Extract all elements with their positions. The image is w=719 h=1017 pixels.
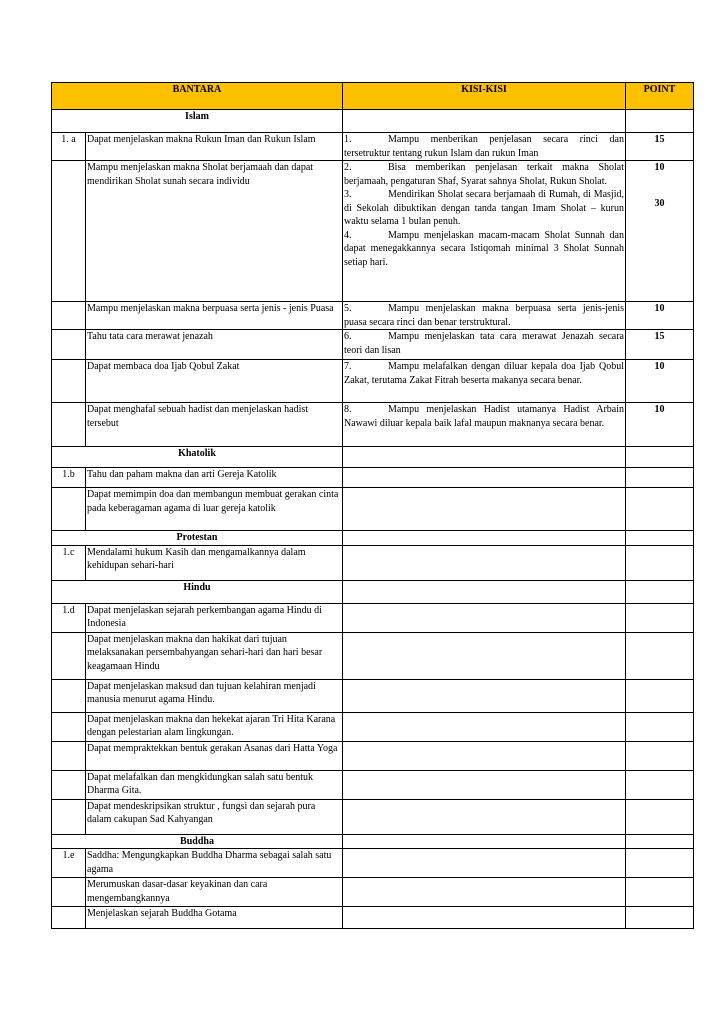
table-row bbox=[52, 603, 694, 632]
bantara-cell: Dapat melafalkan dan mengkidungkan salah satu bentuk Dharma Gita. bbox=[86, 770, 343, 799]
bantara-cell: Dapat menjelaskan makna dan hakikat dari tujuan melaksanakan persembahyangan sehari-hari dan hari besar keagamaan Hindu bbox=[86, 632, 343, 679]
bantara-cell: Tahu tata cara merawat jenazah bbox=[86, 330, 343, 360]
row-number: 1. a bbox=[52, 133, 86, 161]
bantara-cell: Merumuskan dasar-dasar keyakinan dan cara mengembangkannya bbox=[86, 878, 343, 907]
bantara-cell: Dapat menjelaskan makna dan hekekat ajaran Tri Hita Karana dengan pelestarian alam lingkungan. bbox=[86, 712, 343, 741]
section-row bbox=[52, 834, 694, 849]
row-number: 1.c bbox=[52, 545, 86, 580]
table-row bbox=[52, 360, 694, 403]
point-cell: 10 bbox=[626, 403, 694, 447]
header-point: POINT bbox=[626, 83, 694, 110]
kisi-number: 1. bbox=[344, 134, 352, 145]
table-row bbox=[52, 849, 694, 878]
bantara-cell: Mendalami hukum Kasih dan mengamalkannya dalam kehidupan sehari-hari bbox=[86, 545, 343, 580]
point-cell bbox=[626, 161, 694, 302]
table-row bbox=[52, 878, 694, 907]
bantara-cell: Dapat menjelaskan sejarah perkembangan agama Hindu di Indonesia bbox=[86, 603, 343, 632]
kisi-number: 7. bbox=[344, 361, 352, 372]
table-row bbox=[52, 741, 694, 770]
row-number: 1.d bbox=[52, 603, 86, 632]
table-row bbox=[52, 545, 694, 580]
header-row bbox=[52, 83, 694, 110]
bantara-cell: Dapat mempraktekkan bentuk gerakan Asanas dari Hatta Yoga bbox=[86, 741, 343, 770]
point-cell: 15 bbox=[626, 133, 694, 161]
kisi-cell bbox=[343, 403, 626, 447]
bantara-cell: Mampu menjelaskan makna berpuasa serta jenis - jenis Puasa bbox=[86, 302, 343, 330]
table-row bbox=[52, 133, 694, 161]
kisi-text: Mampu menberikan penjelasan secara rinci dan tersetruktur tentang rukun Islam dan rukun Iman bbox=[344, 134, 624, 159]
table-row bbox=[52, 712, 694, 741]
section-row bbox=[52, 580, 694, 603]
kisi-text: Mampu menjelaskan Hadist utamanya Hadist Arbain Nawawi diluar kepala baik lafal maupun maknanya secara benar. bbox=[344, 404, 624, 429]
point-value: 30 bbox=[654, 197, 665, 209]
table-row bbox=[52, 907, 694, 929]
kisi-cell bbox=[343, 360, 626, 403]
kisi-cell bbox=[343, 302, 626, 330]
kisi-cell bbox=[343, 330, 626, 360]
kisi-number: 8. bbox=[344, 404, 352, 415]
section-title-islam: Islam bbox=[52, 110, 343, 133]
kisi-text: Bisa memberikan penjelasan terkait makna Sholat berjamaah, pengaturan Shaf, Syarat sahnya Sholat, Rukun Sholat. bbox=[344, 162, 624, 187]
header-bantara: BANTARA bbox=[52, 83, 343, 110]
header-kisi: KISI-KISI bbox=[343, 83, 626, 110]
bantara-cell: Menjelaskan sejarah Buddha Gotama bbox=[86, 907, 343, 929]
section-row bbox=[52, 110, 694, 133]
table-row bbox=[52, 161, 694, 302]
table-row bbox=[52, 330, 694, 360]
section-title-buddha: Buddha bbox=[52, 834, 343, 849]
table-row bbox=[52, 302, 694, 330]
bantara-cell: Dapat menghafal sebuah hadist dan menjelaskan hadist tersebut bbox=[86, 403, 343, 447]
kisi-number: 4. bbox=[344, 229, 352, 241]
kisi-cell bbox=[343, 161, 626, 302]
kisi-number: 6. bbox=[344, 331, 352, 342]
section-title-katolik: Khatolik bbox=[52, 447, 343, 468]
kisi-text: Mampu menjelaskan makna berpuasa serta jenis-jenis puasa secara rinci dan benar terstruktural. bbox=[344, 303, 624, 328]
point-cell: 15 bbox=[626, 330, 694, 360]
row-number: 1.e bbox=[52, 849, 86, 878]
kisi-text: Mampu menjelaskan macam-macam Sholat Sunnah dan dapat menegakkannya secara Istiqomah minimal 3 Sholat Sunnah setiap hari. bbox=[344, 229, 624, 268]
bantara-cell: Dapat membaca doa Ijab Qobul Zakat bbox=[86, 360, 343, 403]
rubric-table bbox=[51, 82, 694, 929]
bantara-cell: Saddha: Mengungkapkan Buddha Dharma sebagai salah satu agama bbox=[86, 849, 343, 878]
point-value: 10 bbox=[654, 162, 665, 173]
row-number: 1.b bbox=[52, 468, 86, 488]
bantara-cell: Dapat menjelaskan maksud dan tujuan kelahiran menjadi manusia menurut agama Hindu. bbox=[86, 679, 343, 712]
table-row bbox=[52, 770, 694, 799]
section-title-protestan: Protestan bbox=[52, 531, 343, 546]
bantara-cell: Dapat memimpin doa dan membangun membuat gerakan cinta pada keberagaman agama di luar gereja katolik bbox=[86, 488, 343, 531]
kisi-number: 3. bbox=[344, 189, 352, 200]
bantara-cell: Dapat menjelaskan makna Rukun Iman dan Rukun Islam bbox=[86, 133, 343, 161]
kisi-text: Mampu melafalkan dengan diluar kepala doa Ijab Qobul Zakat, terutama Zakat Fitrah beserta makanya secara benar. bbox=[344, 361, 624, 386]
table-row bbox=[52, 632, 694, 679]
point-cell: 10 bbox=[626, 302, 694, 330]
table-row bbox=[52, 799, 694, 834]
section-row bbox=[52, 447, 694, 468]
kisi-cell bbox=[343, 133, 626, 161]
bantara-cell: Dapat mendeskripsikan struktur , fungsi dan sejarah pura dalam cakupan Sad Kahyangan bbox=[86, 799, 343, 834]
bantara-cell: Tahu dan paham makna dan arti Gereja Katolik bbox=[86, 468, 343, 488]
kisi-text: Mampu menjelaskan tata cara merawat Jenazah secara teori dan lisan bbox=[344, 331, 624, 356]
section-row bbox=[52, 531, 694, 546]
table-row bbox=[52, 468, 694, 488]
point-cell: 10 bbox=[626, 360, 694, 403]
section-title-hindu: Hindu bbox=[52, 580, 343, 603]
table-row bbox=[52, 403, 694, 447]
bantara-cell: Mampu menjelaskan makna Sholat berjamaah dan dapat mendirikan Sholat sunah secara individu bbox=[86, 161, 343, 302]
table-row bbox=[52, 679, 694, 712]
table-row bbox=[52, 488, 694, 531]
kisi-number: 5. bbox=[344, 303, 352, 314]
kisi-number: 2. bbox=[344, 162, 352, 173]
kisi-text: Mendirikan Sholat secara berjamaah di Rumah, di Masjid, di Sekolah dibuktikan dengan tanda tangan Imam Sholat – kurun waktu selama 1 bulan penuh. bbox=[344, 189, 624, 227]
